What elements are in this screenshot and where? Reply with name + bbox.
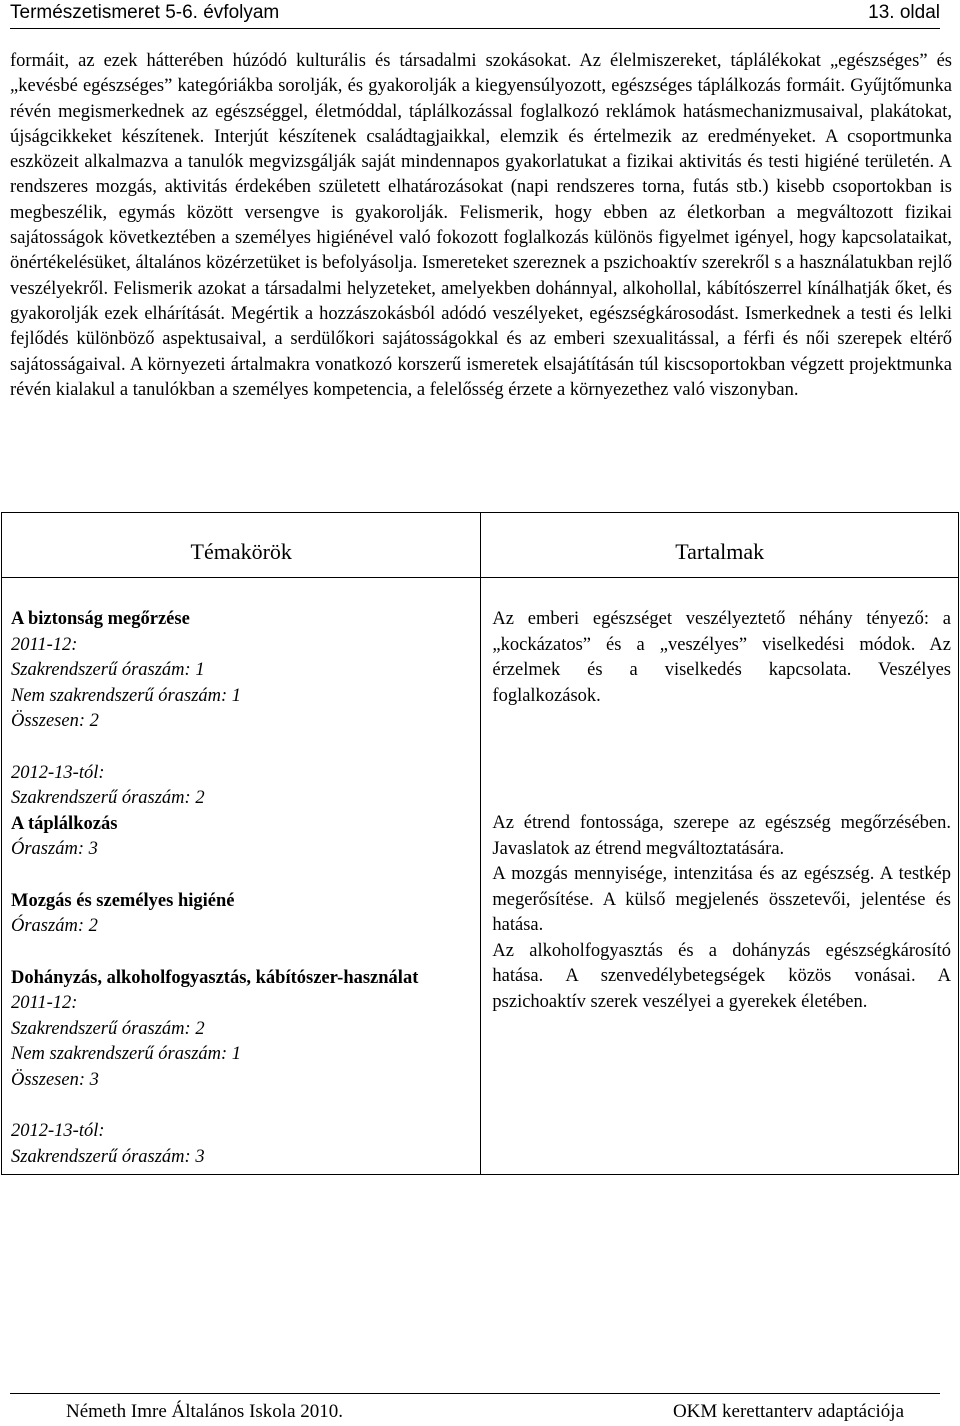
contents-cell: [481, 578, 959, 1175]
topic-title: Dohányzás, alkoholfogyasztás, kábítószer-használat: [11, 967, 419, 988]
topic-block: [11, 966, 466, 1171]
body-paragraph: formáit, az ezek hátterében húzódó kulturális és társadalmi szokásokat. Az élelmiszereket, táplálékokat „egészséges” és „kevésbé egészséges” kategóriákba sorolják, és gyakorolják a kiegyensúlyozott, egészséges táplálkozás formáit. Gyűjtőmunka révén megismerkednek az egészséggel, életmóddal, táplálkozással foglalkozó reklámok hatásmechanizmusaival, plakátokat, újságcikkeket készítenek. Interjút készítenek családtagjaikkal, elemzik és értelmezik az eredményeket. A csoportmunka eszközeit alkalmazva a tanulók megvizsgálják saját mindennapos gyakorlatukat a fizikai aktivitás és testi higiéné területén. A rendszeres mozgás, aktivitás érdekében született elhatározásokat (napi rendszeres torna, futás stb.) kisebb csoportokban is megbeszélik, egymás között versengve is gyakorolják. Felismerik, hogy ebben az életkorban a megváltozott fizikai sajátosságok következtében a személyes higiénével való fokozott foglalkozás különös figyelmet igényel, hogy kapcsolataikat, önértékelésüket, általános közérzetüket is befolyásolja. Ismereteket szereznek a pszichoaktív szerekről s a használatukban rejlő veszélyekről. Felismerik azokat a társadalmi helyzeteket, amelyekben dohánnyal, alkohollal, kábítószerrel kínálhatják őket, és gyakorolják ezek elhárítását. Megértik a hozzászokásból adódó veszélyeket, egészségkárosodást. Ismerkednek a testi és lelki fejlődés különböző aspektusaival, a serdülőkori sajátosságokkal és az emberi szexualitással, a férfi és női szerepek eltérő sajátosságaival. A környezeti ártalmakra vonatkozó korszerű ismeretek elsajátításán túl kiscsoportokban végzett projektmunka révén kialakul a tanulókban a személyes kompetencia, a felelősség érzete a környezethez való viszonyban.: [10, 51, 952, 400]
topic-line: Nem szakrendszerű óraszám: 1: [11, 685, 242, 706]
topic-line: 2011-12:: [11, 993, 78, 1013]
topic-line: Összesen: 2: [11, 711, 99, 731]
footer-curriculum: OKM kerettanterv adaptációja: [672, 1401, 904, 1422]
topic-title: A táplálkozás: [11, 813, 118, 834]
content-text: A mozgás mennyisége, intenzitása és az egészség. A testkép megerősítése. A külső megjelenés összetevői, jelentése és hatása.: [492, 864, 951, 935]
document-title: Természetismeret 5-6. évfolyam: [10, 2, 280, 23]
topics-table: [1, 512, 959, 1175]
topic-title: A biztonság megőrzése: [11, 609, 190, 629]
column-header-content: Tartalmak: [481, 513, 959, 578]
page-footer: [10, 1393, 940, 1424]
topic-line: Összesen: 3: [11, 1069, 99, 1090]
topic-title: Mozgás és személyes higiéné: [11, 890, 235, 911]
column-header-topics: Témakörök: [2, 513, 481, 578]
topic-line: 2012-13-tól:: [11, 762, 105, 783]
page-header: [10, 0, 940, 29]
content-text: Az alkoholfogyasztás és a dohányzás egészségkárosító hatása. A szenvedélybetegségek közös vonásai. A pszichoaktív szerek veszélyei a gyerekek életében.: [492, 940, 951, 1012]
topic-line: Szakrendszerű óraszám: 2: [11, 788, 205, 808]
topic-line: Óraszám: 3: [11, 839, 98, 859]
topic-block: [11, 607, 466, 812]
topic-line: Szakrendszerű óraszám: 3: [11, 1146, 205, 1167]
topic-line: 2011-12:: [11, 634, 78, 655]
table-header-row: [2, 513, 959, 578]
page-number: 13. oldal: [868, 2, 940, 23]
table-row: [2, 578, 959, 1175]
topic-block: [11, 812, 466, 863]
topic-line: Szakrendszerű óraszám: 1: [11, 660, 205, 680]
topics-cell: [2, 578, 481, 1175]
topic-block: [11, 889, 466, 940]
topic-line: Óraszám: 2: [11, 916, 98, 936]
footer-school: Németh Imre Általános Iskola 2010.: [66, 1401, 344, 1422]
topic-line: Nem szakrendszerű óraszám: 1: [11, 1044, 242, 1064]
content-text: Az emberi egészséget veszélyeztető néhány tényező: a „kockázatos” és a „veszélyes” viselkedési módok. Az érzelmek és a viselkedés kapcsolata. Veszélyes foglalkozások.: [492, 609, 951, 706]
topic-line: Szakrendszerű óraszám: 2: [11, 1018, 205, 1039]
topic-line: 2012-13-tól:: [11, 1121, 105, 1141]
content-text: Az étrend fontossága, szerepe az egészség megőrzésében. Javaslatok az étrend megváltoztatására.: [492, 813, 951, 859]
